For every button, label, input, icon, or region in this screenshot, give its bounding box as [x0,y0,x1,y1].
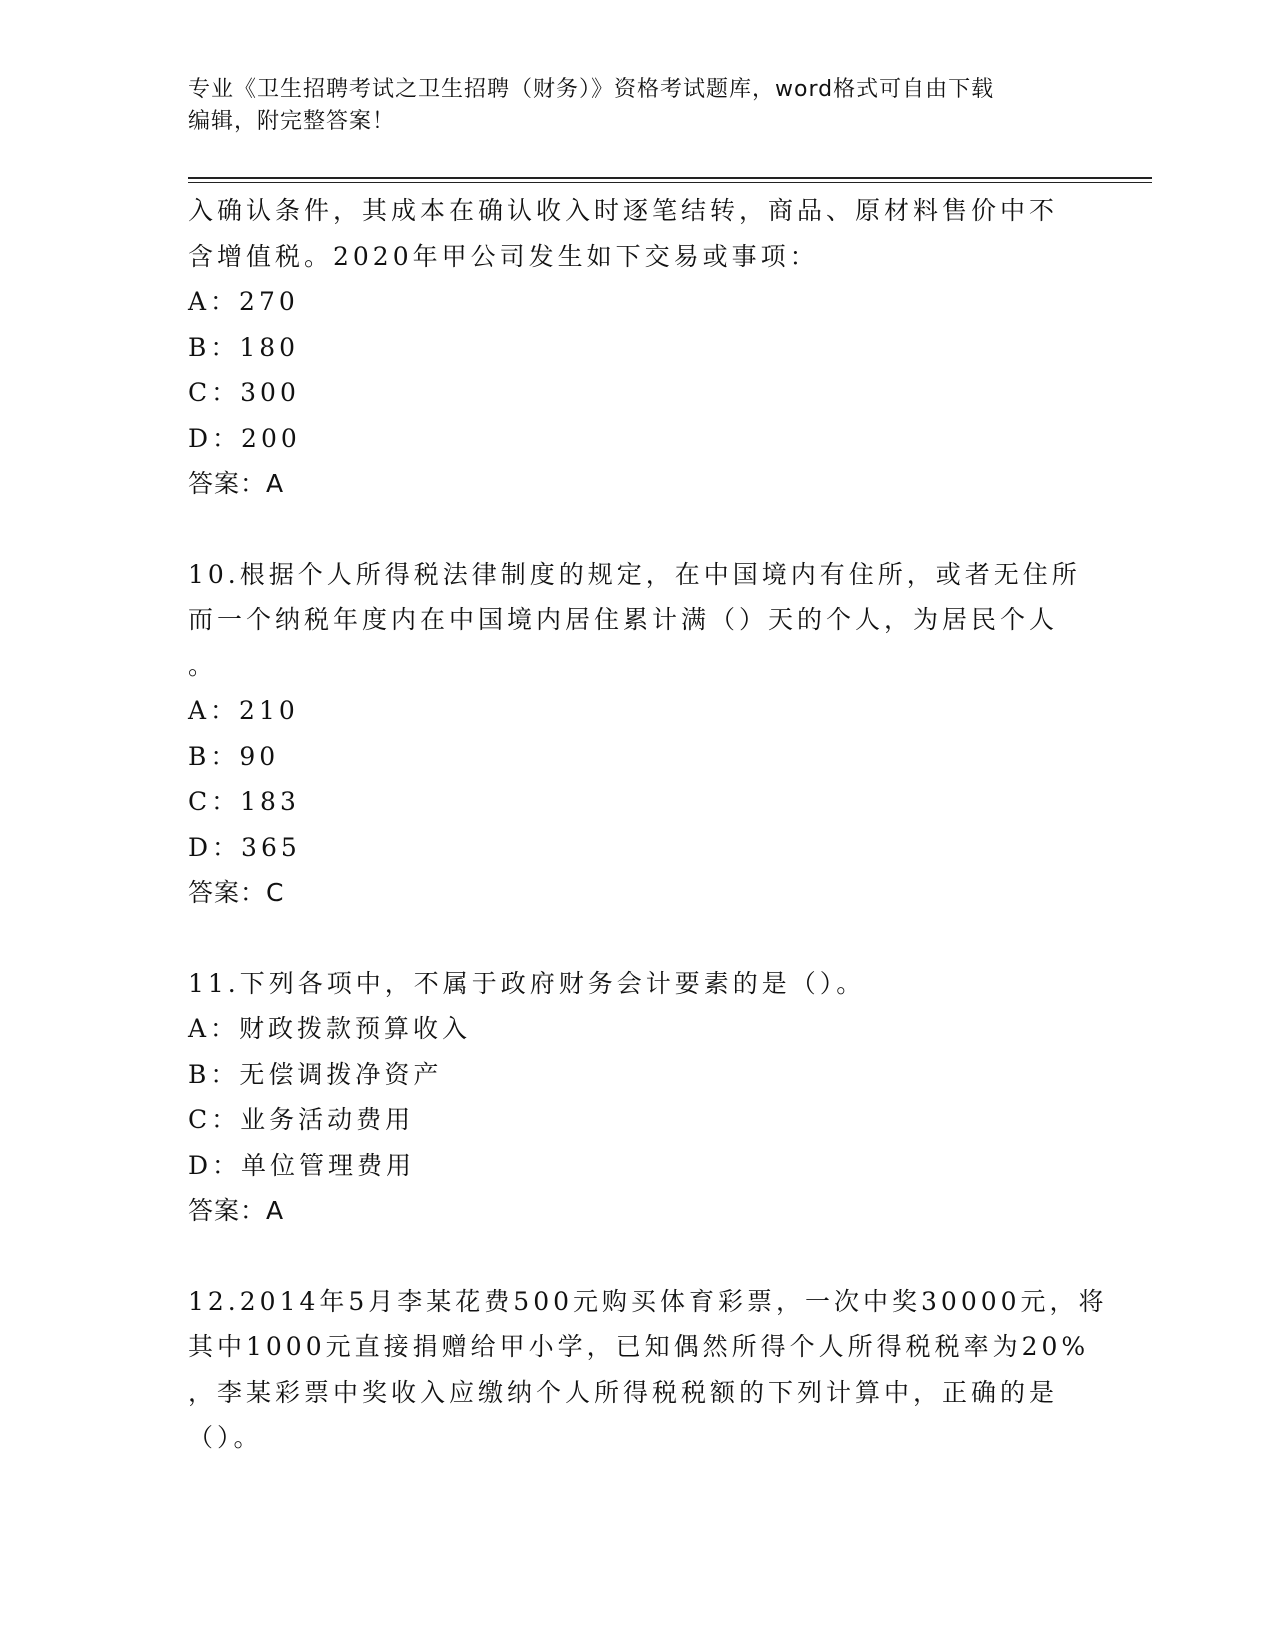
option-b: B：无偿调拨净资产 [188,1059,443,1089]
option-a: A：270 [188,287,299,316]
question-text: 入确认条件，其成本在确认收入时逐笔结转，商品、原材料售价中不 [188,196,1059,225]
option-a: A：财政拨款预算收入 [188,1014,472,1043]
question-text: 。 [188,650,218,680]
option-d: D：200 [188,423,301,453]
option-b: B：90 [188,741,280,771]
header-divider [188,182,1152,183]
option-c: C：183 [188,787,300,816]
question-text: ，李某彩票中奖收入应缴纳个人所得税税额的下列计算中，正确的是 [188,1377,1059,1407]
question-text: 其中1000元直接捐赠给甲小学，已知偶然所得个人所得税税率为20% [188,1332,1090,1361]
option-b: B：180 [188,332,300,362]
option-c: C：业务活动费用 [188,1105,415,1134]
header-line: 专业《卫生招聘考试之卫生招聘（财务）》资格考试题库，word格式可自由下载 [188,77,995,102]
page-header [188,74,1088,138]
answer-label: 答案：A [188,469,285,498]
header-line: 编辑，附完整答案！ [188,109,396,134]
question-text: （）。 [188,1423,263,1452]
option-c: C：300 [188,378,300,407]
answer-label: 答案：A [188,1196,285,1225]
question-text: 10.根据个人所得税法律制度的规定，在中国境内有住所，或者无住所 [188,559,1081,589]
question-text: 11.下列各项中，不属于政府财务会计要素的是（）。 [188,968,866,998]
question-block [188,961,1088,1234]
option-d: D：365 [188,832,301,862]
question-text: 含增值税。2020年甲公司发生如下交易或事项： [188,241,819,271]
question-text: 而一个纳税年度内在中国境内居住累计满（）天的个人，为居民个人 [188,605,1059,634]
header-divider [188,177,1152,179]
question-content [188,188,1108,1461]
question-text: 12.2014年5月李某花费500元购买体育彩票，一次中奖30000元，将 [188,1286,1108,1316]
option-d: D：单位管理费用 [188,1150,416,1180]
question-block [188,552,1088,916]
question-block [188,1279,1108,1461]
answer-label: 答案：C [188,878,285,907]
option-a: A：210 [188,696,299,725]
question-block [188,188,1088,507]
